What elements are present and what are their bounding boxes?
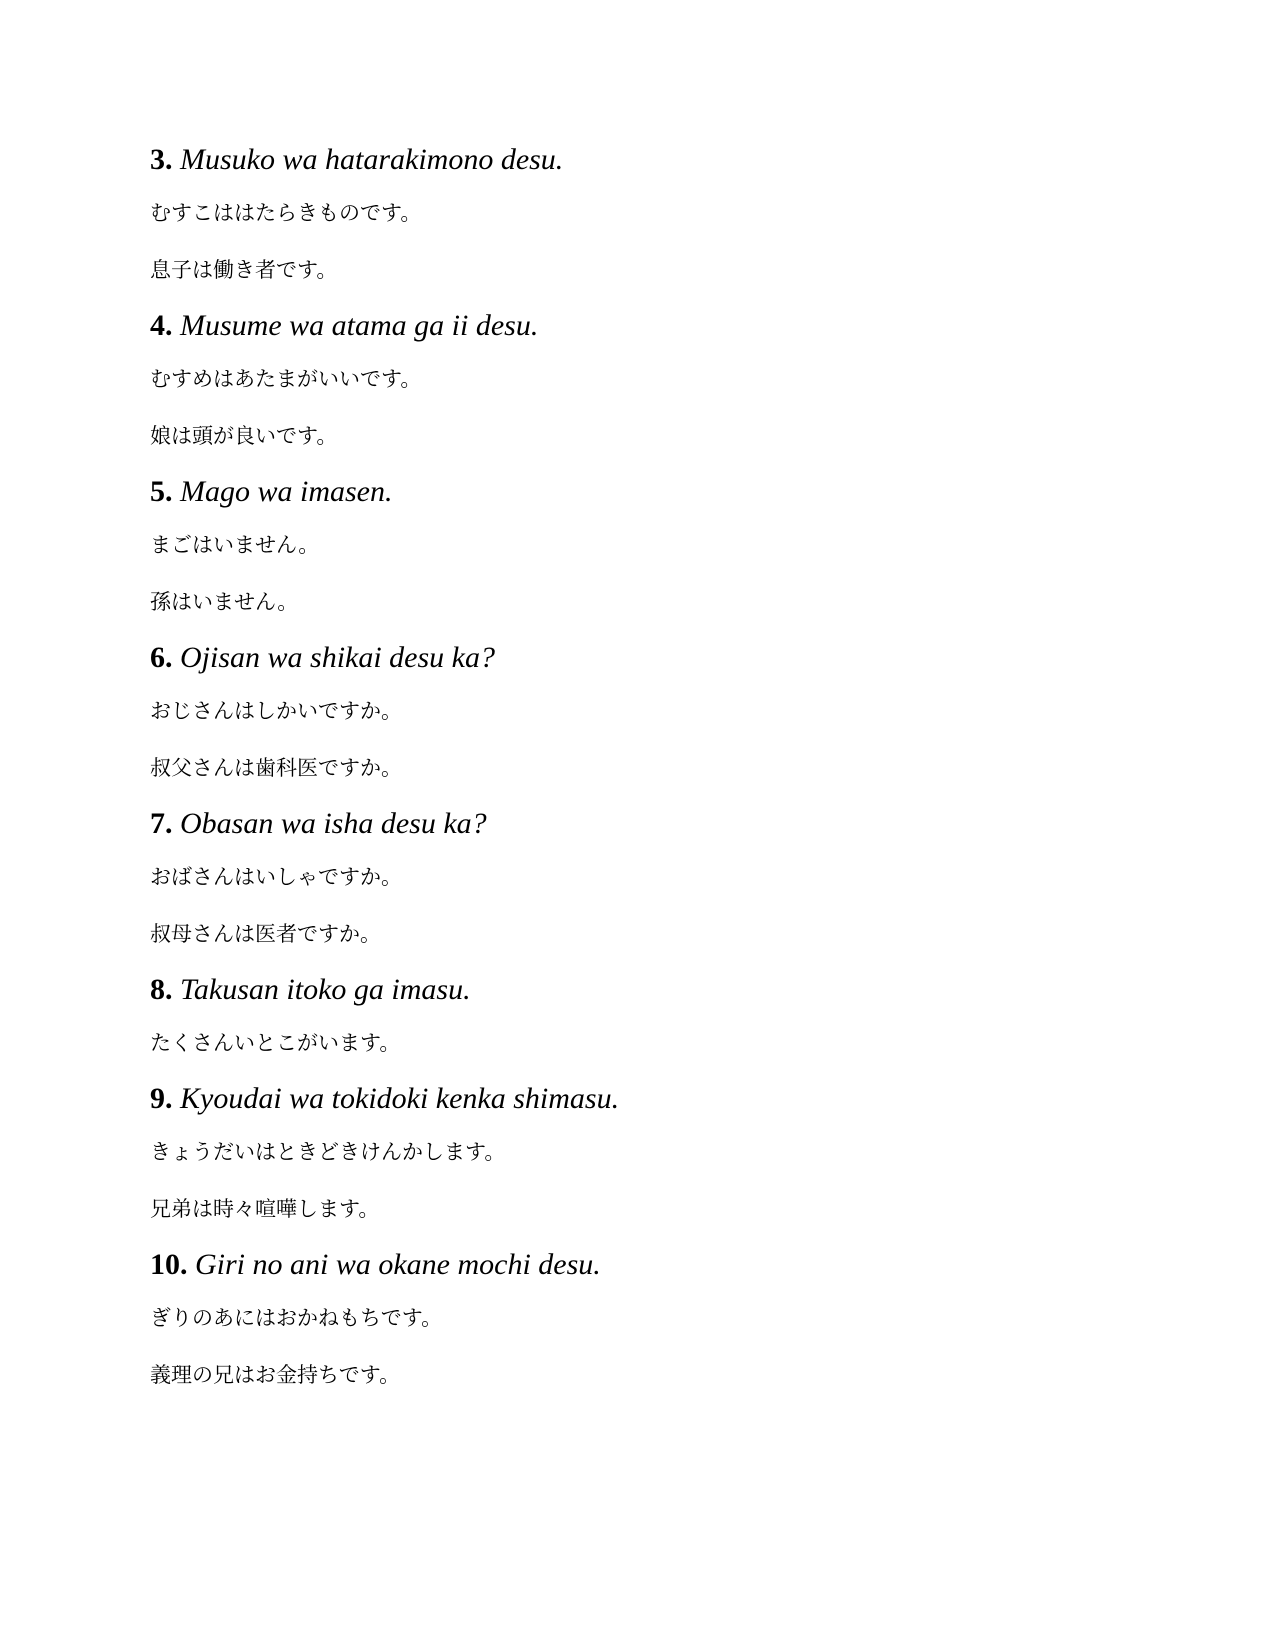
sentence-entry-8 xyxy=(150,970,1150,1058)
romaji-sentence: Musuko wa hatarakimono desu. xyxy=(180,143,564,176)
kanji-line: 叔父さんは歯科医ですか。 xyxy=(150,756,402,780)
kana-line: むすめはあたまがいいです。 xyxy=(150,367,422,391)
item-number: 10. xyxy=(150,1248,188,1281)
kanji-line: 叔母さんは医者ですか。 xyxy=(150,922,381,946)
sentence-entry-5 xyxy=(150,472,1150,617)
kana-line: おじさんはしかいですか。 xyxy=(150,699,402,723)
kana-line: まごはいません。 xyxy=(150,533,320,557)
item-number: 3. xyxy=(150,143,173,176)
romaji-sentence: Mago wa imasen. xyxy=(180,475,393,508)
kanji-line: 娘は頭が良いです。 xyxy=(150,424,338,448)
sentence-entry-9 xyxy=(150,1079,1150,1224)
item-number: 6. xyxy=(150,641,173,674)
sentence-entry-10 xyxy=(150,1245,1150,1390)
kana-line: きょうだいはときどきけんかします。 xyxy=(150,1140,506,1164)
sentence-entry-6 xyxy=(150,638,1150,783)
kana-line: ぎりのあにはおかねもちです。 xyxy=(150,1306,443,1330)
romaji-line xyxy=(150,1079,1150,1119)
romaji-sentence: Musume wa atama ga ii desu. xyxy=(180,309,539,342)
item-number: 9. xyxy=(150,1082,173,1115)
kanji-line: 兄弟は時々喧嘩します。 xyxy=(150,1197,380,1221)
romaji-line xyxy=(150,970,1150,1010)
kana-line: おばさんはいしゃですか。 xyxy=(150,865,402,889)
item-number: 4. xyxy=(150,309,173,342)
romaji-sentence: Ojisan wa shikai desu ka? xyxy=(180,641,495,674)
romaji-sentence: Takusan itoko ga imasu. xyxy=(180,973,471,1006)
romaji-sentence: Obasan wa isha desu ka? xyxy=(180,807,487,840)
romaji-sentence: Giri no ani wa okane mochi desu. xyxy=(195,1248,601,1281)
romaji-line xyxy=(150,1245,1150,1285)
romaji-line xyxy=(150,306,1150,346)
romaji-line xyxy=(150,140,1150,180)
item-number: 8. xyxy=(150,973,173,1006)
sentence-entry-3 xyxy=(150,140,1150,285)
sentence-entry-7 xyxy=(150,804,1150,949)
kanji-line: 息子は働き者です。 xyxy=(150,258,338,282)
item-number: 5. xyxy=(150,475,173,508)
romaji-line xyxy=(150,804,1150,844)
romaji-sentence: Kyoudai wa tokidoki kenka shimasu. xyxy=(180,1082,620,1115)
romaji-line xyxy=(150,472,1150,512)
kanji-line: 義理の兄はお金持ちです。 xyxy=(150,1363,401,1387)
document-page xyxy=(150,140,1150,1411)
romaji-line xyxy=(150,638,1150,678)
kanji-line: 孫はいません。 xyxy=(150,590,299,614)
item-number: 7. xyxy=(150,807,173,840)
sentence-entry-4 xyxy=(150,306,1150,451)
kana-line: むすこははたらきものです。 xyxy=(150,201,422,225)
kana-line: たくさんいとこがいます。 xyxy=(150,1031,401,1055)
